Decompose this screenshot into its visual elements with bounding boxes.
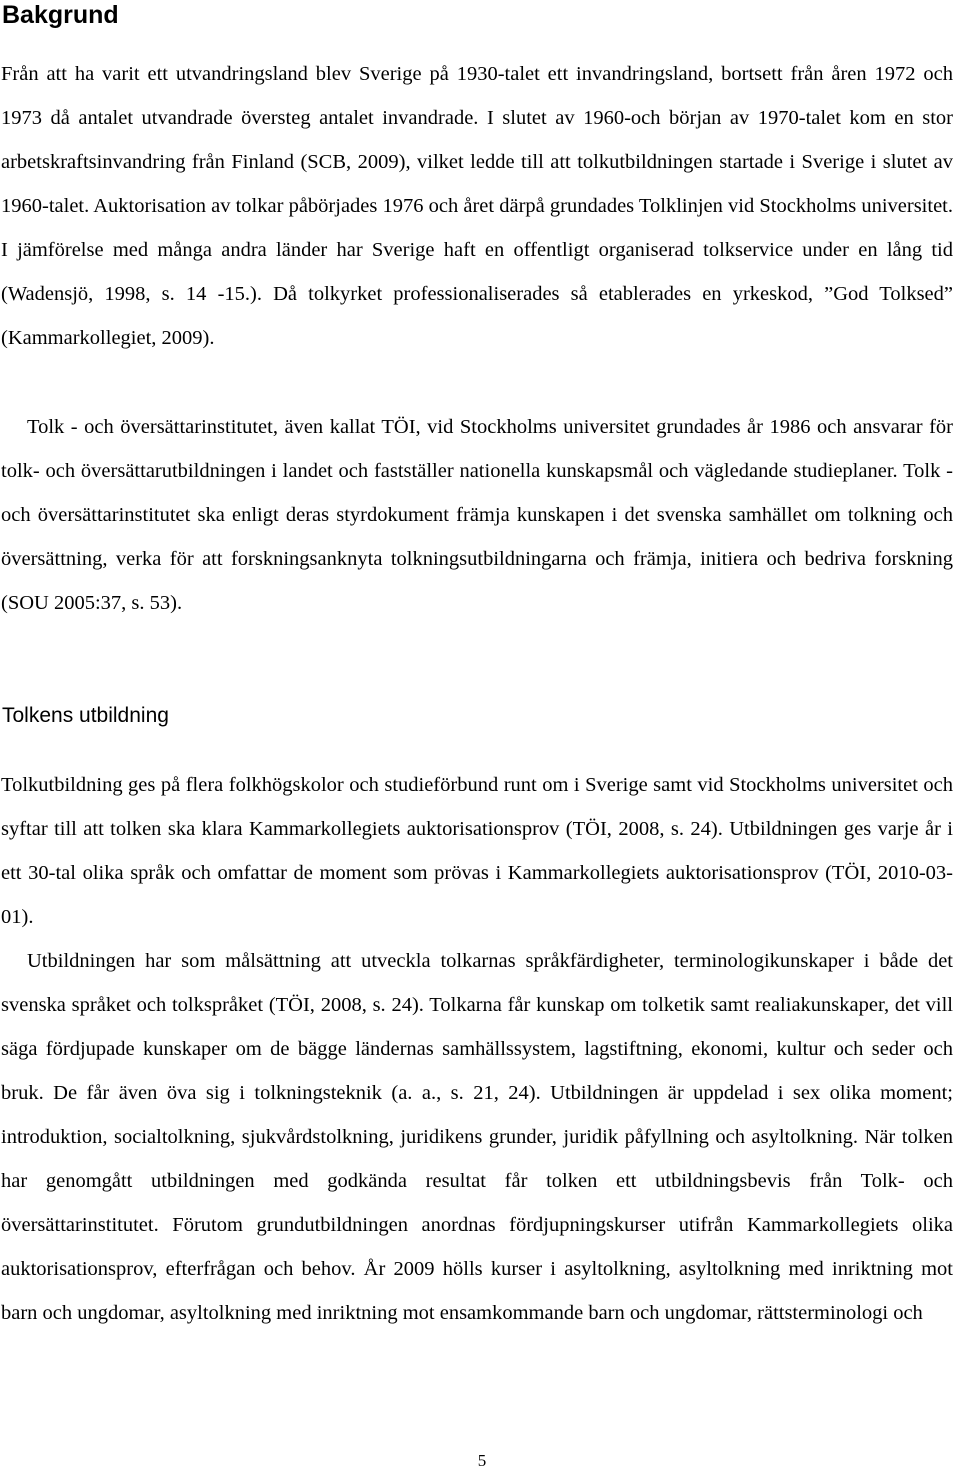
page-footer: [0, 1450, 960, 1472]
paragraph-bakgrund-2: Tolk - och översättarinstitutet, även kallat TÖI, vid Stockholms universitet grundades år 1986 och ansvarar för tolk- och översättarutbildningen i landet och fastställer nationella kunskapsmål och vägledande studieplaner. Tolk - och översättarinstitutet ska enligt deras styrdokument främja kunskapen i det svenska samhället om tolkning och översättning, verka för att forskningsanknyta tolkningsutbildningarna och främja, initiera och bedriva forskning (SOU 2005:37, s. 53).: [1, 416, 953, 614]
section-heading-bakgrund: Bakgrund: [2, 1, 119, 29]
paragraph-bakgrund-1: Från att ha varit ett utvandringsland blev Sverige på 1930-talet ett invandringsland, bortsett från åren 1972 och 1973 då antalet utvandrade översteg antalet invandrade. I slutet av 1960-och början av 1970-talet kom en stor arbetskraftsinvandring från Finland (SCB, 2009), vilket ledde till att tolkutbildningen startade i Sverige i slutet av 1960-talet. Auktorisation av tolkar påbörjades 1976 och året därpå grundades Tolklinjen vid Stockholms universitet. I jämförelse med många andra länder har Sverige haft en offentligt organiserad tolkservice under en lång tid (Wadensjö, 1998, s. 14 -15.). Då tolkyrket professionaliserades så etablerades en yrkeskod, ”God Tolksed” (Kammarkollegiet, 2009).: [1, 63, 953, 349]
paragraph-utbildning-1: Tolkutbildning ges på flera folkhögskolor och studieförbund runt om i Sverige samt vid Stockholms universitet och syftar till att tolken ska klara Kammarkollegiets auktorisationsprov (TÖI, 2008, s. 24). Utbildningen ges varje år i ett 30-tal olika språk och omfattar de moment som prövas i Kammarkollegiets auktorisationsprov (TÖI, 2010-03-01).: [1, 774, 953, 928]
section-heading-tolkens-utbildning: Tolkens utbildning: [2, 704, 169, 727]
page-number: 5: [477, 1451, 487, 1470]
paragraph-utbildning-2: Utbildningen har som målsättning att utveckla tolkarnas språkfärdigheter, terminologikunskaper i både det svenska språket och tolkspråket (TÖI, 2008, s. 24). Tolkarna får kunskap om tolketik samt realiakunskaper, det vill säga fördjupade kunskaper om de bägge ländernas samhällssystem, lagstiftning, ekonomi, kultur och seder och bruk. De får även öva sig i tolkningsteknik (a. a., s. 21, 24). Utbildningen är uppdelad i sex olika moment; introduktion, socialtolkning, sjukvårdstolkning, juridikens grunder, juridik påfyllning och asyltolkning. När tolken har genomgått utbildningen med godkända resultat får tolken ett utbildningsbevis från Tolk- och översättarinstitutet. Förutom grundutbildningen anordnas fördjupningskurser utifrån Kammarkollegiets olika auktorisationsprov, efterfrågan och behov. År 2009 hölls kurser i asyltolkning, asyltolkning med inriktning mot barn och ungdomar, asyltolkning med inriktning mot ensamkommande barn och ungdomar, rättsterminologi och: [1, 950, 953, 1324]
